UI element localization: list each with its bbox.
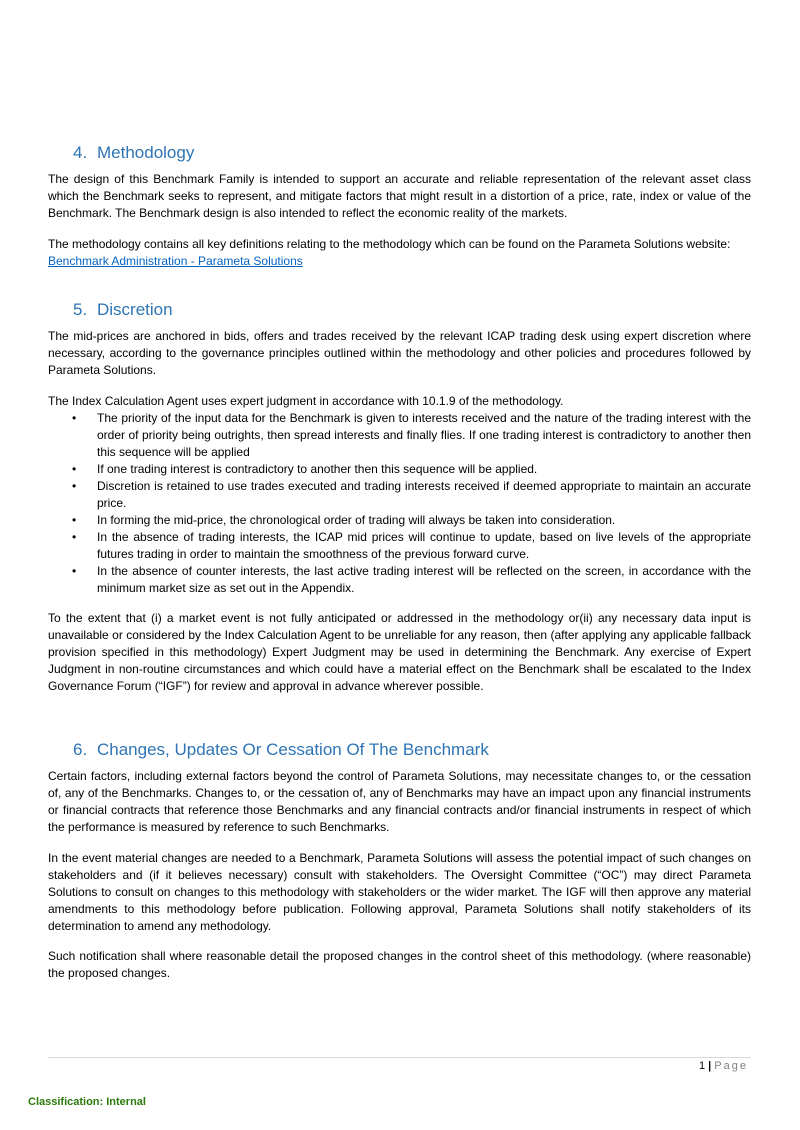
section-4-paragraph-1: The design of this Benchmark Family is intended to support an accurate and reliable representation of the relevant asset class which the Benchmark seeks to represent, and mitigate factors that might result in a distortion of a price, rate, index or value of the Benchmark. The Benchmark design is also intended to reflect the economic reality of the markets.: [48, 172, 751, 220]
section-5-paragraph-1: The mid-prices are anchored in bids, offers and trades received by the relevant ICAP trading desk using expert discretion where necessary, according to the governance principles outlined within the methodology and other policies and procedures followed by Parameta Solutions.: [48, 329, 751, 377]
list-item: • In the absence of trading interests, the ICAP mid prices will continue to update, based on live levels of the appropriate futures trading in order to maintain the smoothness of the previous forward curve.: [48, 529, 751, 563]
section-4-paragraph-2-text: The methodology contains all key definitions relating to the methodology which can be found on the Parameta Solutions website:: [48, 237, 731, 251]
benchmark-administration-link[interactable]: Benchmark Administration - Parameta Solutions: [48, 254, 303, 268]
section-5-paragraph-3: To the extent that (i) a market event is not fully anticipated or addressed in the methodology or(ii) any necessary data input is unavailable or considered by the Index Calculation Agent to be unreliable for any reason, then (after applying any applicable fallback provision specified in this methodology) Expert Judgment may be used in determining the Benchmark. Any exercise of Expert Judgment in non-routine circumstances and which could have a material effect on the Benchmark shall be escalated to the Index Governance Forum (“IGF”) for review and approval in advance wherever possible.: [48, 611, 751, 693]
section-5-number: 5.: [73, 300, 88, 319]
list-item: • The priority of the input data for the Benchmark is given to interests received and the nature of the trading interest with the order of priority being outrights, then spread interests and finally flies. If one trading interest is contradictory to another then this sequence will be applied: [48, 410, 751, 461]
page-number: [699, 1060, 748, 1072]
footer-divider: [48, 1057, 751, 1058]
section-6-paragraph-1: Certain factors, including external factors beyond the control of Parameta Solutions, may necessitate changes to, or the cessation of, any of the Benchmarks. Changes to, or the cessation of, any of Benchmarks may have an impact upon any financial instruments or financial contracts that reference those Benchmarks and any financial contracts and/or financial instruments in respect of which the performance is measured by reference to such Benchmarks.: [48, 769, 751, 834]
section-6-number: 6.: [73, 740, 88, 759]
section-6-heading: [73, 740, 489, 760]
section-5-title: Discretion: [97, 300, 173, 319]
section-6-title: Changes, Updates Or Cessation Of The Benchmark: [97, 740, 489, 759]
page-number-separator: |: [708, 1060, 712, 1072]
list-item: • In the absence of counter interests, the last active trading interest will be reflected on the screen, in accordance with the minimum market size as set out in the Appendix.: [48, 563, 751, 597]
section-4-heading: [73, 143, 194, 163]
list-item: • In forming the mid-price, the chronological order of trading will always be taken into consideration.: [48, 512, 751, 529]
list-item: • If one trading interest is contradictory to another then this sequence will be applied.: [48, 461, 751, 478]
section-5-heading: [73, 300, 173, 320]
list-item: • Discretion is retained to use trades executed and trading interests received if deemed appropriate to maintain an accurate price.: [48, 478, 751, 512]
classification-label: Classification: Internal: [28, 1096, 146, 1108]
section-4-number: 4.: [73, 143, 88, 162]
section-6-paragraph-3: Such notification shall where reasonable detail the proposed changes in the control sheet of this methodology. (where reasonable) the proposed changes.: [48, 949, 751, 980]
section-6-paragraph-2: In the event material changes are needed to a Benchmark, Parameta Solutions will assess the potential impact of such changes on stakeholders and (if it believes necessary) consult with stakeholders. The Oversight Committee (“OC”) may direct Parameta Solutions to consult on changes to this methodology with stakeholders or the wider market. The IGF will then approve any material amendments to this methodology before publication. Following approval, Parameta Solutions shall notify stakeholders of its determination to amend any methodology.: [48, 851, 751, 933]
section-4-paragraph-2: [48, 236, 751, 270]
section-5-paragraph-2: The Index Calculation Agent uses expert judgment in accordance with 10.1.9 of the methodology.: [48, 394, 564, 408]
page-label: Page: [714, 1060, 748, 1072]
discretion-bullet-list: [48, 410, 751, 597]
page-number-value: 1: [698, 1060, 706, 1072]
section-4-title: Methodology: [97, 143, 195, 162]
